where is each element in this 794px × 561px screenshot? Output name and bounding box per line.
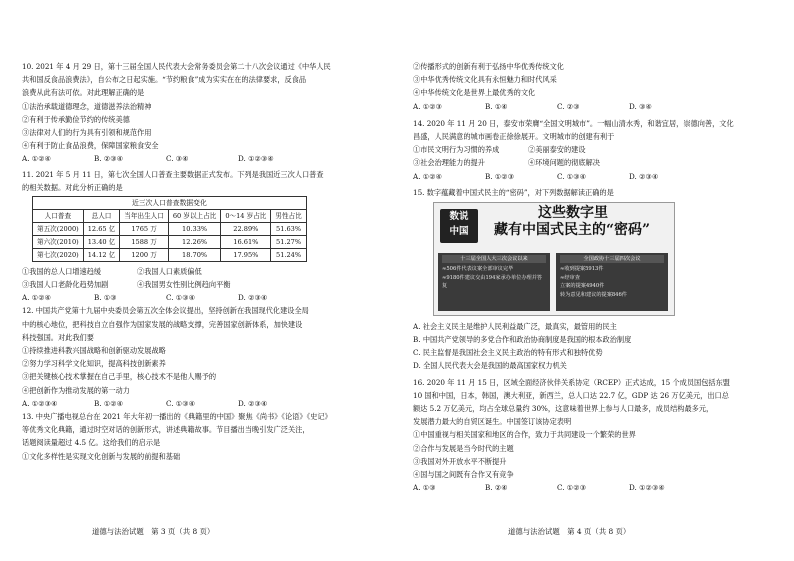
q10-line: 共和国反食品浪费法》，自公布之日起实施。“节约粮食”成为实实在在的法律要求，反食品 [22, 75, 307, 85]
q11-statement-line: ③我国人口老龄化趋势加剧 ④我国男女性别比例趋向平衡 [22, 280, 231, 290]
q14-line: ①市民文明行为习惯的养成 ②美丽泰安的建设 [413, 145, 586, 155]
q10-line: ④有利于防止食品浪费，保障国家粮食安全 [22, 141, 159, 151]
q14-line: 昌盛，人民满意的城市画卷正徐徐展开。文明城市的创建有利于 [413, 131, 615, 141]
q15-line: 15. 数字蕴藏着中国式民主的“密码”，对下列数据解读正确的是 [413, 187, 614, 197]
banner-title [494, 205, 650, 239]
question-11-options [22, 291, 382, 304]
banner-title-line-2: 藏有中国式民主的“密码” [494, 221, 651, 238]
q16-line: ④国与国之间既有合作又有竞争 [413, 469, 514, 479]
answer-option: A. ①③ [413, 483, 436, 493]
q16-line: ③我国对外开放水平不断提升 [413, 456, 507, 466]
answer-option: C. ③④ [166, 154, 189, 164]
table-cell: 51.63% [271, 222, 306, 235]
question-13-options [413, 100, 773, 113]
q16-line: ①中国重视与相关国家和地区的合作，致力于共同建设一个繁荣的世界 [413, 430, 636, 440]
answer-option: D. ②③④ [629, 171, 659, 181]
table-cell: 12.65 亿 [83, 222, 120, 235]
q13-line: 等优秀文化典籍，通过时空对话的创新形式，讲述典籍故事。节目播出当晚引发广泛关注， [22, 425, 310, 435]
question-13-continued [413, 60, 773, 100]
stamp-logo [440, 209, 478, 243]
cppcc-panel-title: 全国政协十三届四次会议 [560, 255, 664, 264]
q13-line: 话题阅读量超过 4.5 亿。这给我们的启示是 [22, 438, 161, 448]
q16-line: 发展潜力最大的自贸区诞生。中国签订该协定表明 [413, 417, 572, 427]
q13-line: ③中华优秀传统文化具有永恒魅力和时代风采 [413, 75, 557, 85]
table-header: 男性占比 [271, 209, 306, 222]
answer-option: C. ①③④ [166, 398, 196, 408]
q10-line: 10. 2021 年 4 月 29 日，第十三届全国人民代表大会常务委员会第二十八次会议通过《中华人民 [22, 62, 331, 71]
q10-line: ①法治承载道德理念，道德滋养法治精神 [22, 101, 152, 111]
q10-line: ②有利于传承勤俭节约的传统美德 [22, 114, 130, 124]
q15-option-line: D. 全国人民代表大会是我国的最高国家权力机关 [413, 361, 567, 371]
q12-line: 12. 中国共产党第十九届中央委员会第五次全体会议提出，坚持创新在我国现代化建设全局 [22, 306, 309, 316]
table-header: 60 岁以上占比 [168, 209, 220, 222]
question-13 [22, 410, 382, 463]
q13-line: 13. 中央广播电视总台在 2021 年大年初一播出的《典籍里的中国》聚焦《尚书》《论语》《史记》 [22, 411, 332, 421]
table-cell: 51.27% [271, 235, 306, 248]
right-page [413, 60, 773, 494]
table-row [33, 222, 307, 235]
table-header: 总人口 [83, 209, 120, 222]
table-cell: 12.26% [168, 235, 220, 248]
panel-item: ≈9180件建议交由194家承办单位办理并答复 [442, 274, 543, 290]
q12-line: 科技强国。对此我们要 [22, 332, 94, 342]
table-cell: 1200 万 [120, 248, 169, 261]
answer-option: A. ①②③ [413, 101, 443, 111]
answer-option: D. ②③④ [238, 293, 268, 303]
q12-line: ②努力学习科学文化知识，提高科技创新素养 [22, 359, 166, 369]
answer-option: C. ②③ [557, 101, 580, 111]
q13-line: ①文化多样性是实现文化创新与发展的前提和基础 [22, 451, 181, 461]
question-16 [413, 376, 773, 482]
panel-item: 立案的提案4940件 [560, 283, 605, 290]
answer-option: B. ①②③ [485, 171, 515, 181]
npc-panel-title: 十三届全国人大三次会议以来 [442, 255, 546, 264]
answer-option: B. ①③ [94, 293, 117, 303]
table-cell: 18.70% [168, 248, 220, 261]
table-cell: 10.33% [168, 222, 220, 235]
table-cell: 第六次(2010) [33, 235, 84, 248]
left-page [22, 60, 382, 463]
q16-line: 16. 2020 年 11 月 15 日，区域全面经济伙伴关系协定（RCEP）正式达成，15 个成员国包括东盟 [413, 377, 730, 387]
answer-option: D. ①②③④ [629, 483, 665, 493]
panel-item: ≈经审查 [560, 274, 580, 281]
table-row [33, 235, 307, 248]
table-cell: 第七次(2020) [33, 248, 84, 261]
q15-option-line: A. 社会主义民主是维护人民利益最广泛，最真实，最管用的民主 [413, 321, 617, 331]
table-header: 人口普查 [33, 209, 84, 222]
question-10-options [22, 152, 382, 165]
table-header: 0～14 岁占比 [221, 209, 271, 222]
q12-line: ①持续推进科教兴国战略和创新驱动发展战略 [22, 346, 166, 356]
q11-statement-line: ①我国的总人口增速趋缓 ②我国人口素质偏低 [22, 266, 202, 276]
answer-option: B. ②④ [485, 483, 508, 493]
banner-title-line-1: 这些数字里 [538, 204, 608, 221]
question-14-options [413, 170, 773, 183]
answer-option: C. ①③④ [166, 293, 196, 303]
table-cell: 22.89% [221, 222, 271, 235]
answer-option: B. ②③④ [94, 154, 124, 164]
right-footer: 道德与法治试题 第 4 页（共 8 页） [508, 527, 631, 536]
answer-option: D. ②③④ [238, 398, 268, 408]
npc-panel [438, 253, 550, 311]
table-cell: 1765 万 [120, 222, 169, 235]
answer-option: A. ①②④ [413, 171, 443, 181]
q15-option-line: C. 民主监督是我国社会主义民主政治的特有形式和独特优势 [413, 348, 603, 358]
q14-line: 14. 2020 年 11 月 20 日，泰安市荣膺“全国文明城市”。一幅山清水秀，和谐宜居，崇德向善，文化 [413, 118, 734, 128]
cppcc-panel [556, 253, 668, 311]
table-cell: 1588 万 [120, 235, 169, 248]
table-cell: 51.24% [271, 248, 306, 261]
answer-option: C. ①③④ [557, 171, 587, 181]
panel-item: ≈506件代表议案全部审议完毕 [442, 266, 514, 273]
census-table-caption: 近三次人口普查数据变化 [32, 196, 307, 209]
answer-option: D. ③④ [629, 101, 652, 111]
q12-line: ④把创新作为推动发展的第一动力 [22, 385, 130, 395]
table-cell: 第五次(2000) [33, 222, 84, 235]
question-11-statements [22, 265, 382, 291]
answer-option: A. ①②④ [22, 293, 52, 303]
question-15-options [413, 320, 773, 373]
table-row [33, 248, 307, 261]
table-cell: 16.61% [221, 235, 271, 248]
q10-line: ③法律对人们的行为具有引领和规范作用 [22, 127, 152, 137]
q13-line: ④中华传统文化是世界上最优秀的文化 [413, 88, 536, 98]
q16-line: 额达 5.2 万亿美元，均占全球总量约 30%，这意味着世界上参与人口最多，成员结构最多元， [413, 404, 714, 414]
table-header: 当年出生人口 [120, 209, 169, 222]
stamp-line-1: 数说 [449, 210, 469, 222]
answer-option: A. ①②④ [22, 154, 52, 164]
q10-line: 浪费从此有法可依。对此理解正确的是 [22, 88, 145, 98]
q12-line: 中的核心地位，把科技自立自强作为国家发展的战略支撑，完善国家创新体系，加快建设 [22, 319, 303, 329]
census-table [32, 196, 307, 262]
table-cell: 17.95% [221, 248, 271, 261]
table-cell: 14.12 亿 [83, 248, 120, 261]
q16-line: 10 国和中国，日本，韩国，澳大利亚，新西兰，总人口达 22.7 亿，GDP 达 26 万亿美元，出口总 [413, 390, 729, 400]
answer-option: D. ①②③④ [238, 154, 274, 164]
q11-line: 的相关数据。对此分析正确的是 [22, 182, 123, 192]
q14-line: ③社会治理能力的提升 ④环境问题的彻底解决 [413, 158, 600, 168]
question-16-options [413, 481, 773, 494]
left-footer: 道德与法治试题 第 3 页（共 8 页） [92, 527, 215, 536]
q11-line: 11. 2021 年 5 月 11 日，第七次全国人口普查主要数据正式发布。下列是我国近三次人口普查 [22, 169, 324, 179]
q16-line: ②合作与发展是当今时代的主题 [413, 443, 514, 453]
answer-option: C. ①②③ [557, 483, 587, 493]
answer-option: A. ①②③④ [22, 398, 58, 408]
democracy-numbers-banner [433, 202, 675, 316]
question-12 [22, 304, 382, 396]
q13-line: ②传播形式的创新有利于弘扬中华优秀传统文化 [413, 62, 564, 71]
table-cell: 13.40 亿 [83, 235, 120, 248]
q12-line: ③把关键核心技术掌握在自己手里，核心技术不是他人赐予的 [22, 372, 217, 382]
question-11 [22, 168, 382, 194]
question-10 [22, 60, 382, 152]
panel-item: 转为意见和建议的提案846件 [560, 291, 627, 298]
q15-option-line: B. 中国共产党领导的多党合作和政治协商制度是我国的根本政治制度 [413, 335, 632, 345]
question-12-options [22, 397, 382, 410]
answer-option: B. ①④ [485, 101, 508, 111]
question-15 [413, 186, 773, 199]
answer-option: B. ①②④ [94, 398, 124, 408]
panel-item: ≈收到提案5913件 [560, 266, 604, 273]
stamp-line-2: 中国 [449, 225, 469, 237]
question-14 [413, 117, 773, 170]
